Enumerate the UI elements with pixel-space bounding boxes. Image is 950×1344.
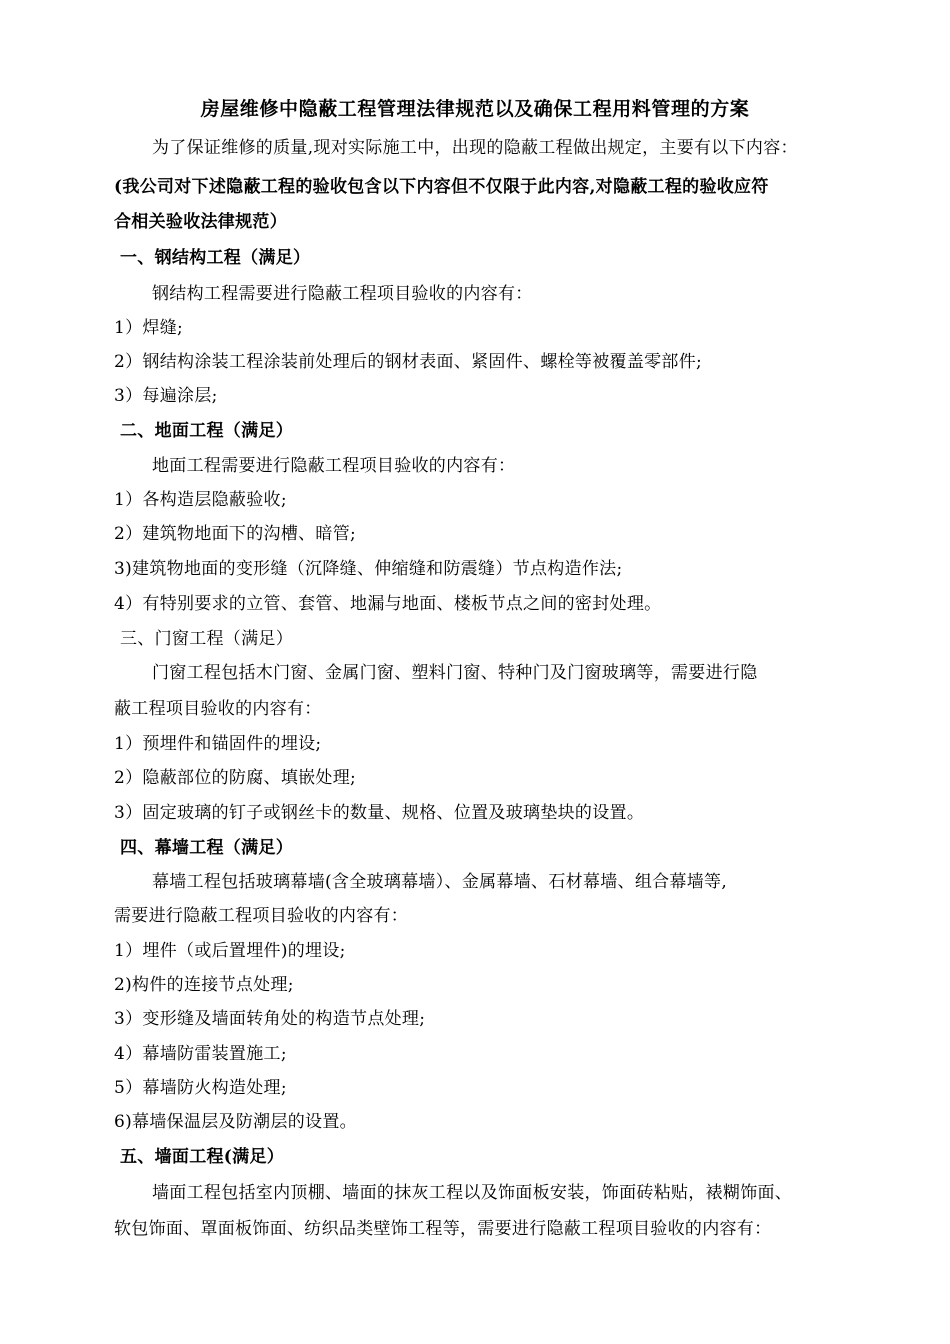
list-item: 6)幕墙保温层及防潮层的设置。 — [114, 1112, 357, 1132]
section-heading-curtain-wall: 四、幕墙工程（满足） — [120, 838, 293, 858]
list-item: 4）有特别要求的立管、套管、地漏与地面、楼板节点之间的密封处理。 — [114, 594, 662, 614]
list-item: 1）焊缝; — [114, 318, 184, 338]
list-item: 3）固定玻璃的钉子或钢丝卡的数量、规格、位置及玻璃垫块的设置。 — [114, 803, 645, 823]
section-lead-curtain-wall-line1: 幕墙工程包括玻璃幕墙(含全玻璃幕墙）、金属幕墙、石材幕墙、组合幕墙等, — [152, 872, 728, 892]
section-lead-floor: 地面工程需要进行隐蔽工程项目验收的内容有： — [152, 456, 516, 476]
section-lead-wall-surface-line2: 软包饰面、罩面板饰面、纺织品类壁饰工程等，需要进行隐蔽工程项目验收的内容有： — [114, 1219, 772, 1239]
note-line-1: (我公司对下述隐蔽工程的验收包含以下内容但不仅限于此内容,对隐蔽工程的验收应符 — [114, 177, 769, 197]
list-item: 1）预埋件和锚固件的埋设; — [114, 734, 322, 754]
section-lead-curtain-wall-line2: 需要进行隐蔽工程项目验收的内容有： — [114, 906, 409, 926]
section-heading-doors-windows: 三、门窗工程（满足） — [120, 629, 293, 649]
list-item: 4）幕墙防雷装置施工; — [114, 1044, 287, 1064]
list-item: 5）幕墙防火构造处理; — [114, 1078, 287, 1098]
list-item: 3)建筑物地面的变形缝（沉降缝、伸缩缝和防震缝）节点构造作法; — [114, 559, 623, 579]
list-item: 2）建筑物地面下的沟槽、暗管; — [114, 524, 357, 544]
section-heading-wall-surface: 五、墙面工程(满足） — [120, 1147, 285, 1167]
section-lead-wall-surface-line1: 墙面工程包括室内顶棚、墙面的抹灰工程以及饰面板安装，饰面砖粘贴，裱糊饰面、 — [152, 1183, 793, 1203]
section-heading-floor: 二、地面工程（满足） — [120, 421, 293, 441]
section-heading-steel: 一、钢结构工程（满足） — [120, 248, 311, 268]
document-title: 房屋维修中隐蔽工程管理法律规范以及确保工程用料管理的方案 — [200, 98, 750, 120]
list-item: 2)构件的连接节点处理; — [114, 975, 294, 995]
note-line-2: 合相关验收法律规范） — [114, 212, 287, 232]
list-item: 1）埋件（或后置埋件)的埋设; — [114, 941, 346, 961]
list-item: 2）隐蔽部位的防腐、填嵌处理; — [114, 768, 357, 788]
section-lead-steel: 钢结构工程需要进行隐蔽工程项目验收的内容有： — [152, 284, 533, 304]
intro-paragraph: 为了保证维修的质量,现对实际施工中，出现的隐蔽工程做出规定，主要有以下内容： — [152, 138, 798, 158]
section-lead-doors-windows-line2: 蔽工程项目验收的内容有： — [114, 699, 322, 719]
section-lead-doors-windows-line1: 门窗工程包括木门窗、金属门窗、塑料门窗、特种门及门窗玻璃等，需要进行隐 — [152, 663, 758, 683]
list-item: 3）变形缝及墙面转角处的构造节点处理; — [114, 1009, 426, 1029]
list-item: 2）钢结构涂装工程涂装前处理后的钢材表面、紧固件、螺栓等被覆盖零部件; — [114, 352, 703, 372]
list-item: 3）每遍涂层; — [114, 386, 218, 406]
list-item: 1）各构造层隐蔽验收; — [114, 490, 287, 510]
